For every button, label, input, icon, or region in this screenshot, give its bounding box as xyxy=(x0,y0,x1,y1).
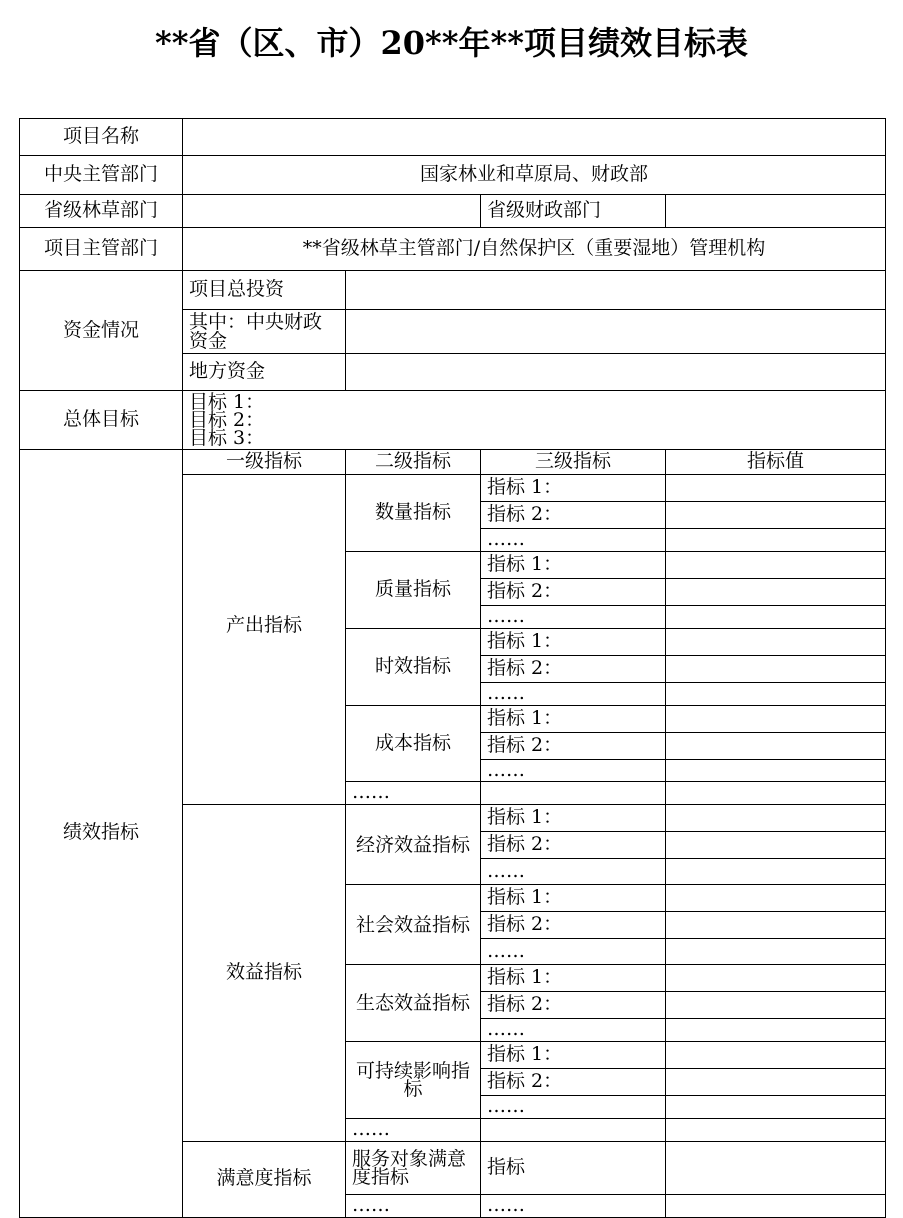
timeliness-indicator-label: 时效指标 xyxy=(346,628,481,705)
indicator-value-cell[interactable] xyxy=(666,1042,886,1069)
satisfaction-indicator: 指标 xyxy=(481,1141,666,1194)
indicator-value-cell[interactable] xyxy=(666,1096,886,1119)
funding-central-label: 其中：中央财政资金 xyxy=(183,310,346,354)
indicator-2: 指标 2： xyxy=(481,732,666,759)
cost-indicator-label: 成本指标 xyxy=(346,705,481,782)
page-title: **省（区、市）20**年**项目绩效目标表 xyxy=(155,24,748,62)
indicator-1: 指标 1： xyxy=(481,805,666,832)
goal-item: 目标 1： xyxy=(189,390,265,413)
indicator-value-cell[interactable] xyxy=(666,578,886,605)
benefit-ellipsis: …… xyxy=(346,1118,481,1141)
project-dept-value: **省级林草主管部门/自然保护区（重要湿地）管理机构 xyxy=(183,228,886,271)
indicator-ellipsis: …… xyxy=(481,682,666,705)
indicator-value-cell[interactable] xyxy=(666,475,886,502)
indicator-name-cell[interactable] xyxy=(481,1118,666,1141)
benefit-indicator-label: 效益指标 xyxy=(183,805,346,1142)
header-level1: 一级指标 xyxy=(183,450,346,475)
indicator-value-cell[interactable] xyxy=(666,1069,886,1096)
indicator-ellipsis: …… xyxy=(481,859,666,885)
indicator-value-cell[interactable] xyxy=(666,805,886,832)
indicator-value-cell[interactable] xyxy=(666,782,886,805)
indicator-ellipsis: …… xyxy=(481,759,666,782)
header-level3: 三级指标 xyxy=(481,450,666,475)
quality-indicator-label: 质量指标 xyxy=(346,551,481,628)
header-value: 指标值 xyxy=(666,450,886,475)
indicator-ellipsis: …… xyxy=(481,529,666,552)
indicator-value-cell[interactable] xyxy=(666,628,886,655)
indicator-value-cell[interactable] xyxy=(666,859,886,885)
indicator-value-cell[interactable] xyxy=(666,732,886,759)
goal-item: 目标 3： xyxy=(189,427,265,450)
funding-central-value[interactable] xyxy=(346,310,886,354)
header-level2: 二级指标 xyxy=(346,450,481,475)
indicator-value-cell[interactable] xyxy=(666,529,886,552)
indicator-ellipsis: …… xyxy=(481,1096,666,1119)
indicator-value-cell[interactable] xyxy=(666,759,886,782)
central-dept-value: 国家林业和草原局、财政部 xyxy=(183,156,886,195)
prov-finance-label: 省级财政部门 xyxy=(481,195,666,228)
indicator-1: 指标 1： xyxy=(481,705,666,732)
project-name-value[interactable] xyxy=(183,119,886,156)
quantity-indicator-label: 数量指标 xyxy=(346,475,481,552)
indicator-1: 指标 1： xyxy=(481,551,666,578)
indicator-value-cell[interactable] xyxy=(666,1019,886,1042)
funding-total-value[interactable] xyxy=(346,271,886,310)
indicator-1: 指标 1： xyxy=(481,1042,666,1069)
indicator-value-cell[interactable] xyxy=(666,832,886,859)
indicator-value-cell[interactable] xyxy=(666,1118,886,1141)
output-indicator-label: 产出指标 xyxy=(183,475,346,805)
indicator-value-cell[interactable] xyxy=(666,705,886,732)
indicator-value-cell[interactable] xyxy=(666,682,886,705)
indicator-value-cell[interactable] xyxy=(666,992,886,1019)
project-dept-label: 项目主管部门 xyxy=(20,228,183,271)
indicator-2: 指标 2： xyxy=(481,655,666,682)
satisfaction-ellipsis-2: …… xyxy=(481,1194,666,1217)
service-satisfaction-label: 服务对象满意度指标 xyxy=(346,1141,481,1194)
performance-target-table xyxy=(19,118,886,1218)
output-ellipsis: …… xyxy=(346,782,481,805)
indicator-value-cell[interactable] xyxy=(666,1141,886,1194)
indicator-1: 指标 1： xyxy=(481,628,666,655)
indicator-value-cell[interactable] xyxy=(666,605,886,628)
indicator-2: 指标 2： xyxy=(481,912,666,939)
indicator-1: 指标 1： xyxy=(481,475,666,502)
central-dept-label: 中央主管部门 xyxy=(20,156,183,195)
indicator-value-cell[interactable] xyxy=(666,551,886,578)
indicator-name-cell[interactable] xyxy=(481,782,666,805)
indicator-value-cell[interactable] xyxy=(666,939,886,965)
prov-forest-value[interactable] xyxy=(183,195,481,228)
funding-local-label: 地方资金 xyxy=(183,354,346,391)
indicator-2: 指标 2： xyxy=(481,832,666,859)
indicator-ellipsis: …… xyxy=(481,1019,666,1042)
funding-label: 资金情况 xyxy=(20,271,183,391)
indicator-value-cell[interactable] xyxy=(666,1194,886,1217)
social-benefit-label: 社会效益指标 xyxy=(346,885,481,965)
sustainability-label: 可持续影响指标 xyxy=(346,1042,481,1119)
indicator-2: 指标 2： xyxy=(481,992,666,1019)
ecological-benefit-label: 生态效益指标 xyxy=(346,965,481,1042)
performance-label: 绩效指标 xyxy=(20,450,183,1218)
indicator-value-cell[interactable] xyxy=(666,885,886,912)
project-name-label: 项目名称 xyxy=(20,119,183,156)
indicator-value-cell[interactable] xyxy=(666,965,886,992)
indicator-1: 指标 1： xyxy=(481,885,666,912)
prov-finance-value[interactable] xyxy=(666,195,886,228)
overall-goal-list[interactable] xyxy=(183,391,886,450)
prov-forest-label: 省级林草部门 xyxy=(20,195,183,228)
indicator-1: 指标 1： xyxy=(481,965,666,992)
indicator-2: 指标 2： xyxy=(481,1069,666,1096)
economic-benefit-label: 经济效益指标 xyxy=(346,805,481,885)
goal-item: 目标 2： xyxy=(189,408,265,431)
funding-local-value[interactable] xyxy=(346,354,886,391)
indicator-value-cell[interactable] xyxy=(666,655,886,682)
indicator-ellipsis: …… xyxy=(481,939,666,965)
satisfaction-indicator-label: 满意度指标 xyxy=(183,1141,346,1217)
indicator-2: 指标 2： xyxy=(481,502,666,529)
indicator-value-cell[interactable] xyxy=(666,502,886,529)
overall-goal-label: 总体目标 xyxy=(20,391,183,450)
funding-total-label: 项目总投资 xyxy=(183,271,346,310)
satisfaction-ellipsis: …… xyxy=(346,1194,481,1217)
indicator-ellipsis: …… xyxy=(481,605,666,628)
indicator-value-cell[interactable] xyxy=(666,912,886,939)
indicator-2: 指标 2： xyxy=(481,578,666,605)
